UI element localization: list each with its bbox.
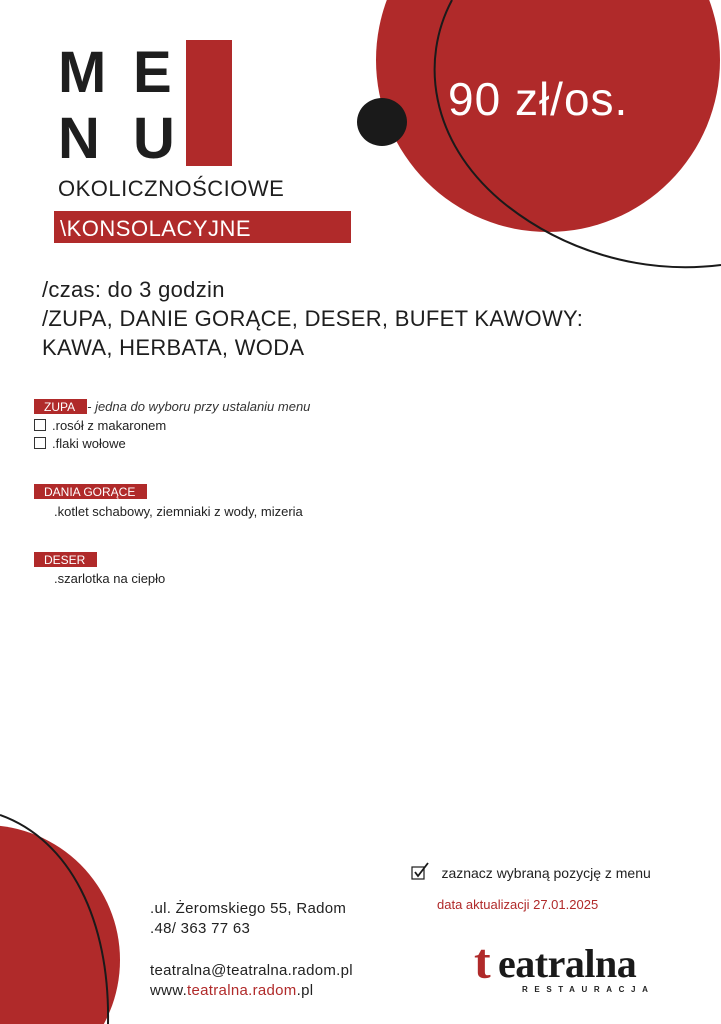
checkbox[interactable] <box>34 437 46 449</box>
hint-text: zaznacz wybraną pozycję z menu <box>441 865 651 881</box>
email-link[interactable]: teatralna@teatralna.radom.pl <box>150 962 353 979</box>
list-item-label: .flaki wołowe <box>52 436 126 451</box>
list-item: .kotlet schabowy, ziemniaki z wody, mizeria <box>54 504 303 519</box>
list-item[interactable] <box>34 418 166 433</box>
section-dania <box>34 483 147 501</box>
info-block <box>42 275 583 362</box>
section-dania-label: DANIA GORĄCE <box>34 484 147 499</box>
title-letter-u: U <box>133 106 175 171</box>
phone: .48/ 363 77 63 <box>150 920 251 937</box>
subtitle2: \KONSOLACYJNE <box>60 216 252 241</box>
website-domain: teatralna.radom <box>187 982 297 999</box>
update-date: data aktualizacji 27.01.2025 <box>437 897 599 912</box>
section-zupa-label: ZUPA <box>34 399 87 414</box>
subtitle2-banner <box>54 211 351 243</box>
title-letter-m: M <box>58 40 107 105</box>
section-deser-label: DESER <box>34 552 97 567</box>
hint-row <box>411 862 651 883</box>
list-item-label: .rosół z makaronem <box>52 418 167 433</box>
section-zupa-note: - jedna do wyboru przy ustalaniu menu <box>87 399 311 414</box>
subtitle: OKOLICZNOŚCIOWE <box>58 176 285 201</box>
checked-box-icon <box>411 862 431 882</box>
title-letter-n: N <box>58 106 100 171</box>
section-deser <box>34 551 97 569</box>
website-link[interactable] <box>150 981 313 1001</box>
website-prefix: www. <box>150 982 188 999</box>
title-red-bar <box>186 40 232 166</box>
address: .ul. Żeromskiego 55, Radom <box>150 900 347 917</box>
logo-word: eatralna <box>498 941 637 986</box>
price-label: 90 zł/os. <box>448 73 629 125</box>
section-zupa <box>34 398 310 416</box>
website-suffix: .pl <box>296 982 314 999</box>
title-letter-e: E <box>133 40 172 105</box>
logo <box>474 930 699 1000</box>
info-time: /czas: do 3 godzin <box>42 277 225 302</box>
bottom-left-red-circle <box>0 825 120 1024</box>
checkbox[interactable] <box>34 419 46 431</box>
info-drinks: KAWA, HERBATA, WODA <box>42 335 305 360</box>
logo-letter: t <box>474 933 491 989</box>
black-dot <box>357 98 407 146</box>
list-item: .szarlotka na ciepło <box>54 571 166 586</box>
list-item[interactable] <box>34 436 126 451</box>
info-courses: /ZUPA, DANIE GORĄCE, DESER, BUFET KAWOWY: <box>42 306 584 331</box>
logo-subtitle: RESTAURACJA <box>522 985 655 994</box>
